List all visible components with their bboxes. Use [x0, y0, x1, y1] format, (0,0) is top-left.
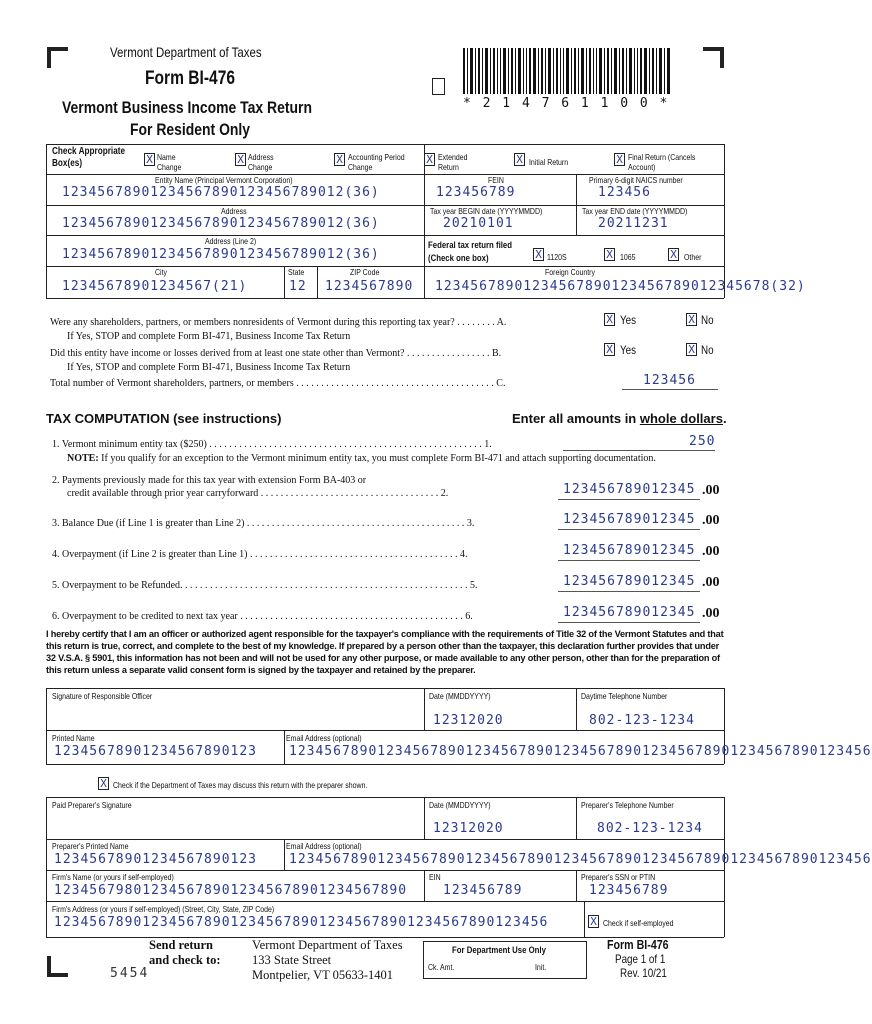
question-a-no-label: No — [701, 313, 714, 327]
form-title: Vermont Business Income Tax Return — [62, 98, 312, 117]
officer-printed-name-value[interactable]: 12345678901234567890123 — [54, 744, 258, 759]
accounting-period-change-label: Accounting Period Change — [348, 152, 405, 172]
address2-label: Address (Line 2) — [205, 236, 257, 246]
barcode-text: * 2 1 4 7 6 1 1 0 0 * — [463, 96, 670, 111]
ein-value[interactable]: 123456789 — [443, 883, 523, 898]
department-use-label: For Department Use Only — [452, 945, 546, 956]
officer-phone-value[interactable]: 802-123-1234 — [589, 713, 695, 728]
department-name: Vermont Department of Taxes — [110, 44, 262, 60]
preparer-phone-label: Preparer's Telephone Number — [581, 800, 674, 810]
state-label: State — [288, 267, 305, 277]
question-b-note: If Yes, STOP and complete Form BI-471, Business Income Tax Return — [67, 362, 351, 373]
preparer-signature-label: Paid Preparer's Signature — [52, 800, 132, 810]
question-c: Total number of Vermont shareholders, partners, or members . . . . . . . . . . . . . . . . . . . . . . . . . . . . . . . . . . . . . . . . C. — [50, 378, 506, 389]
address-label: Address — [221, 206, 247, 216]
line-6-cents: .00 — [702, 606, 720, 621]
firm-address-label: Firm's Address (or yours if self-employed) (Street, City, State, ZIP Code) — [52, 904, 275, 914]
line-6-value[interactable]: 123456789012345 — [563, 605, 696, 620]
form-1065-checkbox[interactable]: X — [604, 248, 615, 261]
begin-date-value[interactable]: 20210101 — [443, 216, 514, 231]
discuss-with-preparer-checkbox[interactable]: X — [98, 777, 109, 790]
fein-value[interactable]: 123456789 — [436, 185, 516, 200]
initial-return-checkbox[interactable]: X — [514, 153, 525, 166]
form-1120s-checkbox[interactable]: X — [533, 248, 544, 261]
line-4-value[interactable]: 123456789012345 — [563, 543, 696, 558]
form-name: Form BI-476 — [145, 68, 236, 89]
registration-mark-top-left — [47, 47, 68, 68]
send-return-label-2: and check to: — [149, 953, 221, 967]
country-value[interactable]: 12345678901234567890123456789012345678(32) — [435, 279, 806, 294]
registration-mark-top-right — [703, 47, 724, 68]
officer-date-value[interactable]: 12312020 — [433, 713, 504, 728]
address2-value[interactable]: 12345678901234567890123456789012(36) — [62, 247, 380, 262]
line-4: 4. Overpayment (if Line 2 is greater than Line 1) . . . . . . . . . . . . . . . . . . . . . . . . . . . . . . . . . . . . . . . . . . 4. — [52, 549, 468, 560]
mailing-address-line-3: Montpelier, VT 05633-1401 — [252, 968, 394, 982]
question-a-yes-checkbox[interactable]: X — [604, 313, 615, 326]
preparer-printed-name-value[interactable]: 12345678901234567890123 — [54, 852, 258, 867]
city-label: City — [155, 267, 168, 277]
check-amount-label: Ck. Amt. — [428, 962, 455, 972]
ein-label: EIN — [429, 872, 441, 882]
line-1-value[interactable]: 250 — [689, 434, 716, 449]
tax-computation-heading: TAX COMPUTATION (see instructions) — [46, 411, 282, 426]
address-change-label: Address Change — [248, 152, 274, 172]
end-date-label: Tax year END date (YYYYMMDD) — [582, 206, 688, 216]
preparer-ssn-value[interactable]: 123456789 — [589, 883, 669, 898]
form-subtitle: For Resident Only — [130, 120, 251, 139]
preparer-email-value[interactable]: 123456789012345678901234567890123456789012345678901234567890123456 — [289, 852, 872, 867]
name-change-checkbox[interactable]: X — [144, 153, 155, 166]
line-5: 5. Overpayment to be Refunded. . . . . . . . . . . . . . . . . . . . . . . . . . . . . . . . . . . . . . . . . . . . . . . . . . . . . . . . . . 5. — [52, 580, 478, 591]
end-date-value[interactable]: 20211231 — [598, 216, 669, 231]
zip-label: ZIP Code — [350, 267, 380, 277]
final-return-checkbox[interactable]: X — [614, 153, 625, 166]
officer-email-label: Email Address (optional) — [286, 733, 362, 743]
preparer-signature-field[interactable] — [52, 811, 420, 837]
line-3-value[interactable]: 123456789012345 — [563, 512, 696, 527]
accounting-period-change-checkbox[interactable]: X — [334, 153, 345, 166]
form-1065-label: 1065 — [620, 252, 636, 262]
whole-dollars-note: Enter all amounts in whole dollars. — [512, 411, 727, 426]
initials-label: Init. — [535, 962, 547, 972]
self-employed-checkbox[interactable]: X — [588, 915, 599, 928]
federal-return-sublabel: (Check one box) — [428, 253, 489, 264]
firm-address-value[interactable]: 12345678901234567890123456789012345678901234567890123456 — [54, 915, 549, 930]
send-return-label: Send return — [149, 938, 214, 952]
self-employed-label: Check if self-employed — [603, 918, 674, 928]
question-a-yes-label: Yes — [620, 313, 637, 327]
form-1120s-label: 1120S — [547, 252, 567, 262]
line-2-cents: .00 — [702, 483, 720, 498]
naics-value[interactable]: 123456 — [598, 185, 651, 200]
naics-label: Primary 6-digit NAICS number — [589, 175, 683, 185]
firm-name-value[interactable]: 1234567980123456789012345678901234567890 — [54, 883, 408, 898]
mailing-address-line-1: Vermont Department of Taxes — [252, 938, 403, 952]
line-1: 1. Vermont minimum entity tax ($250) . . . . . . . . . . . . . . . . . . . . . . . . . . . . . . . . . . . . . . . . . . . . . . . . . . . . . . . 1. — [52, 439, 492, 450]
officer-date-label: Date (MMDDYYYY) — [429, 691, 491, 701]
question-a-note: If Yes, STOP and complete Form BI-471, Business Income Tax Return — [67, 331, 351, 342]
entity-name-value[interactable]: 12345678901234567890123456789012(36) — [62, 185, 380, 200]
preparer-date-value[interactable]: 12312020 — [433, 821, 504, 836]
officer-phone-label: Daytime Telephone Number — [581, 691, 668, 701]
final-return-label: Final Return (Cancels Account) — [628, 152, 696, 172]
federal-return-label: Federal tax return filed — [428, 240, 512, 251]
certification-statement: I hereby certify that I am an officer or authorized agent responsible for the taxpayer's compliance with the requirements of Title 32 of the Vermont Statutes and that this return is true, correct, and complete to the best of my knowledge. If prepared by a person other than the taxpayer, this declaration further provides that under 32 V.S.A. § 5901, this information has not been and will not be used for any other purpose, or made available to any other person, other than for the preparation of this return unless a separate valid consent form is signed by the taxpayer and retained by the preparer. — [46, 629, 724, 675]
entity-name-label: Entity Name (Principal Vermont Corporation) — [155, 175, 293, 185]
question-b-no-label: No — [701, 343, 714, 357]
barcode — [463, 48, 671, 94]
question-c-value[interactable]: 123456 — [643, 373, 696, 388]
line-3: 3. Balance Due (if Line 1 is greater than Line 2) . . . . . . . . . . . . . . . . . . . . . . . . . . . . . . . . . . . . . . . . . . . . 3. — [52, 518, 475, 529]
officer-printed-name-label: Printed Name — [52, 733, 95, 743]
form-other-checkbox[interactable]: X — [668, 248, 679, 261]
officer-email-value[interactable]: 123456789012345678901234567890123456789012345678901234567890123456 — [289, 744, 872, 759]
preparer-printed-name-label: Preparer's Printed Name — [52, 841, 129, 851]
mailing-address-line-2: 133 State Street — [252, 953, 332, 967]
extended-return-checkbox[interactable]: X — [424, 153, 435, 166]
address-value[interactable]: 12345678901234567890123456789012(36) — [62, 216, 380, 231]
line-5-cents: .00 — [702, 575, 720, 590]
scan-box-icon — [432, 78, 445, 95]
form-code: 5454 — [110, 966, 150, 981]
page-number: Page 1 of 1 — [615, 952, 666, 966]
line-2-value[interactable]: 123456789012345 — [563, 482, 696, 497]
preparer-date-label: Date (MMDDYYYY) — [429, 800, 491, 810]
check-boxes-label: Check Appropriate Box(es) — [52, 146, 126, 169]
line-5-value[interactable]: 123456789012345 — [563, 574, 696, 589]
line-3-cents: .00 — [702, 513, 720, 528]
city-value[interactable]: 12345678901234567(21) — [62, 279, 248, 294]
line-2: 2. Payments previously made for this tax year with extension Form BA-403 or — [52, 475, 367, 486]
extended-return-label: Extended Return — [438, 152, 468, 172]
line-2-continued: credit available through prior year carryforward . . . . . . . . . . . . . . . . . . . . . . . . . . . . . . . . . . . . 2. — [67, 488, 449, 499]
preparer-phone-value[interactable]: 802-123-1234 — [597, 821, 703, 836]
question-a: Were any shareholders, partners, or members nonresidents of Vermont during this reporting tax year? . . . . . . . . A. — [50, 317, 507, 328]
country-label: Foreign Country — [545, 267, 595, 277]
name-change-label: Name Change — [157, 152, 182, 172]
zip-value[interactable]: 1234567890 — [325, 279, 414, 294]
question-b-no-checkbox[interactable]: X — [686, 343, 697, 356]
fein-label: FEIN — [488, 175, 504, 185]
state-value[interactable]: 12 — [289, 279, 307, 294]
officer-signature-label: Signature of Responsible Officer — [52, 691, 153, 701]
preparer-ssn-label: Preparer's SSN or PTIN — [581, 872, 656, 882]
question-a-no-checkbox[interactable]: X — [686, 313, 697, 326]
line-6: 6. Overpayment to be credited to next tax year . . . . . . . . . . . . . . . . . . . . . . . . . . . . . . . . . . . . . . . . . . . . . 6. — [52, 611, 473, 622]
address-change-checkbox[interactable]: X — [235, 153, 246, 166]
firm-name-label: Firm's Name (or yours if self-employed) — [52, 872, 174, 882]
discuss-with-preparer-label: Check if the Department of Taxes may discuss this return with the preparer shown. — [113, 780, 368, 790]
line-4-cents: .00 — [702, 544, 720, 559]
initial-return-label: Initial Return — [529, 157, 569, 167]
line-1-note: NOTE: If you qualify for an exception to the Vermont minimum entity tax, you must complete Form BI-471 and attach supporting documentation. — [67, 453, 656, 464]
begin-date-label: Tax year BEGIN date (YYYYMMDD) — [430, 206, 543, 216]
footer-form-name: Form BI-476 — [607, 937, 669, 952]
officer-signature-field[interactable] — [52, 702, 420, 728]
question-b-yes-checkbox[interactable]: X — [604, 343, 615, 356]
question-b-yes-label: Yes — [620, 343, 637, 357]
preparer-email-label: Email Address (optional) — [286, 841, 362, 851]
question-b: Did this entity have income or losses derived from at least one state other than Vermont? . . . . . . . . . . . . . . . . . B. — [50, 348, 502, 359]
form-other-label: Other — [684, 252, 702, 262]
revision-date: Rev. 10/21 — [620, 966, 667, 980]
registration-mark-bottom-left — [47, 956, 68, 977]
